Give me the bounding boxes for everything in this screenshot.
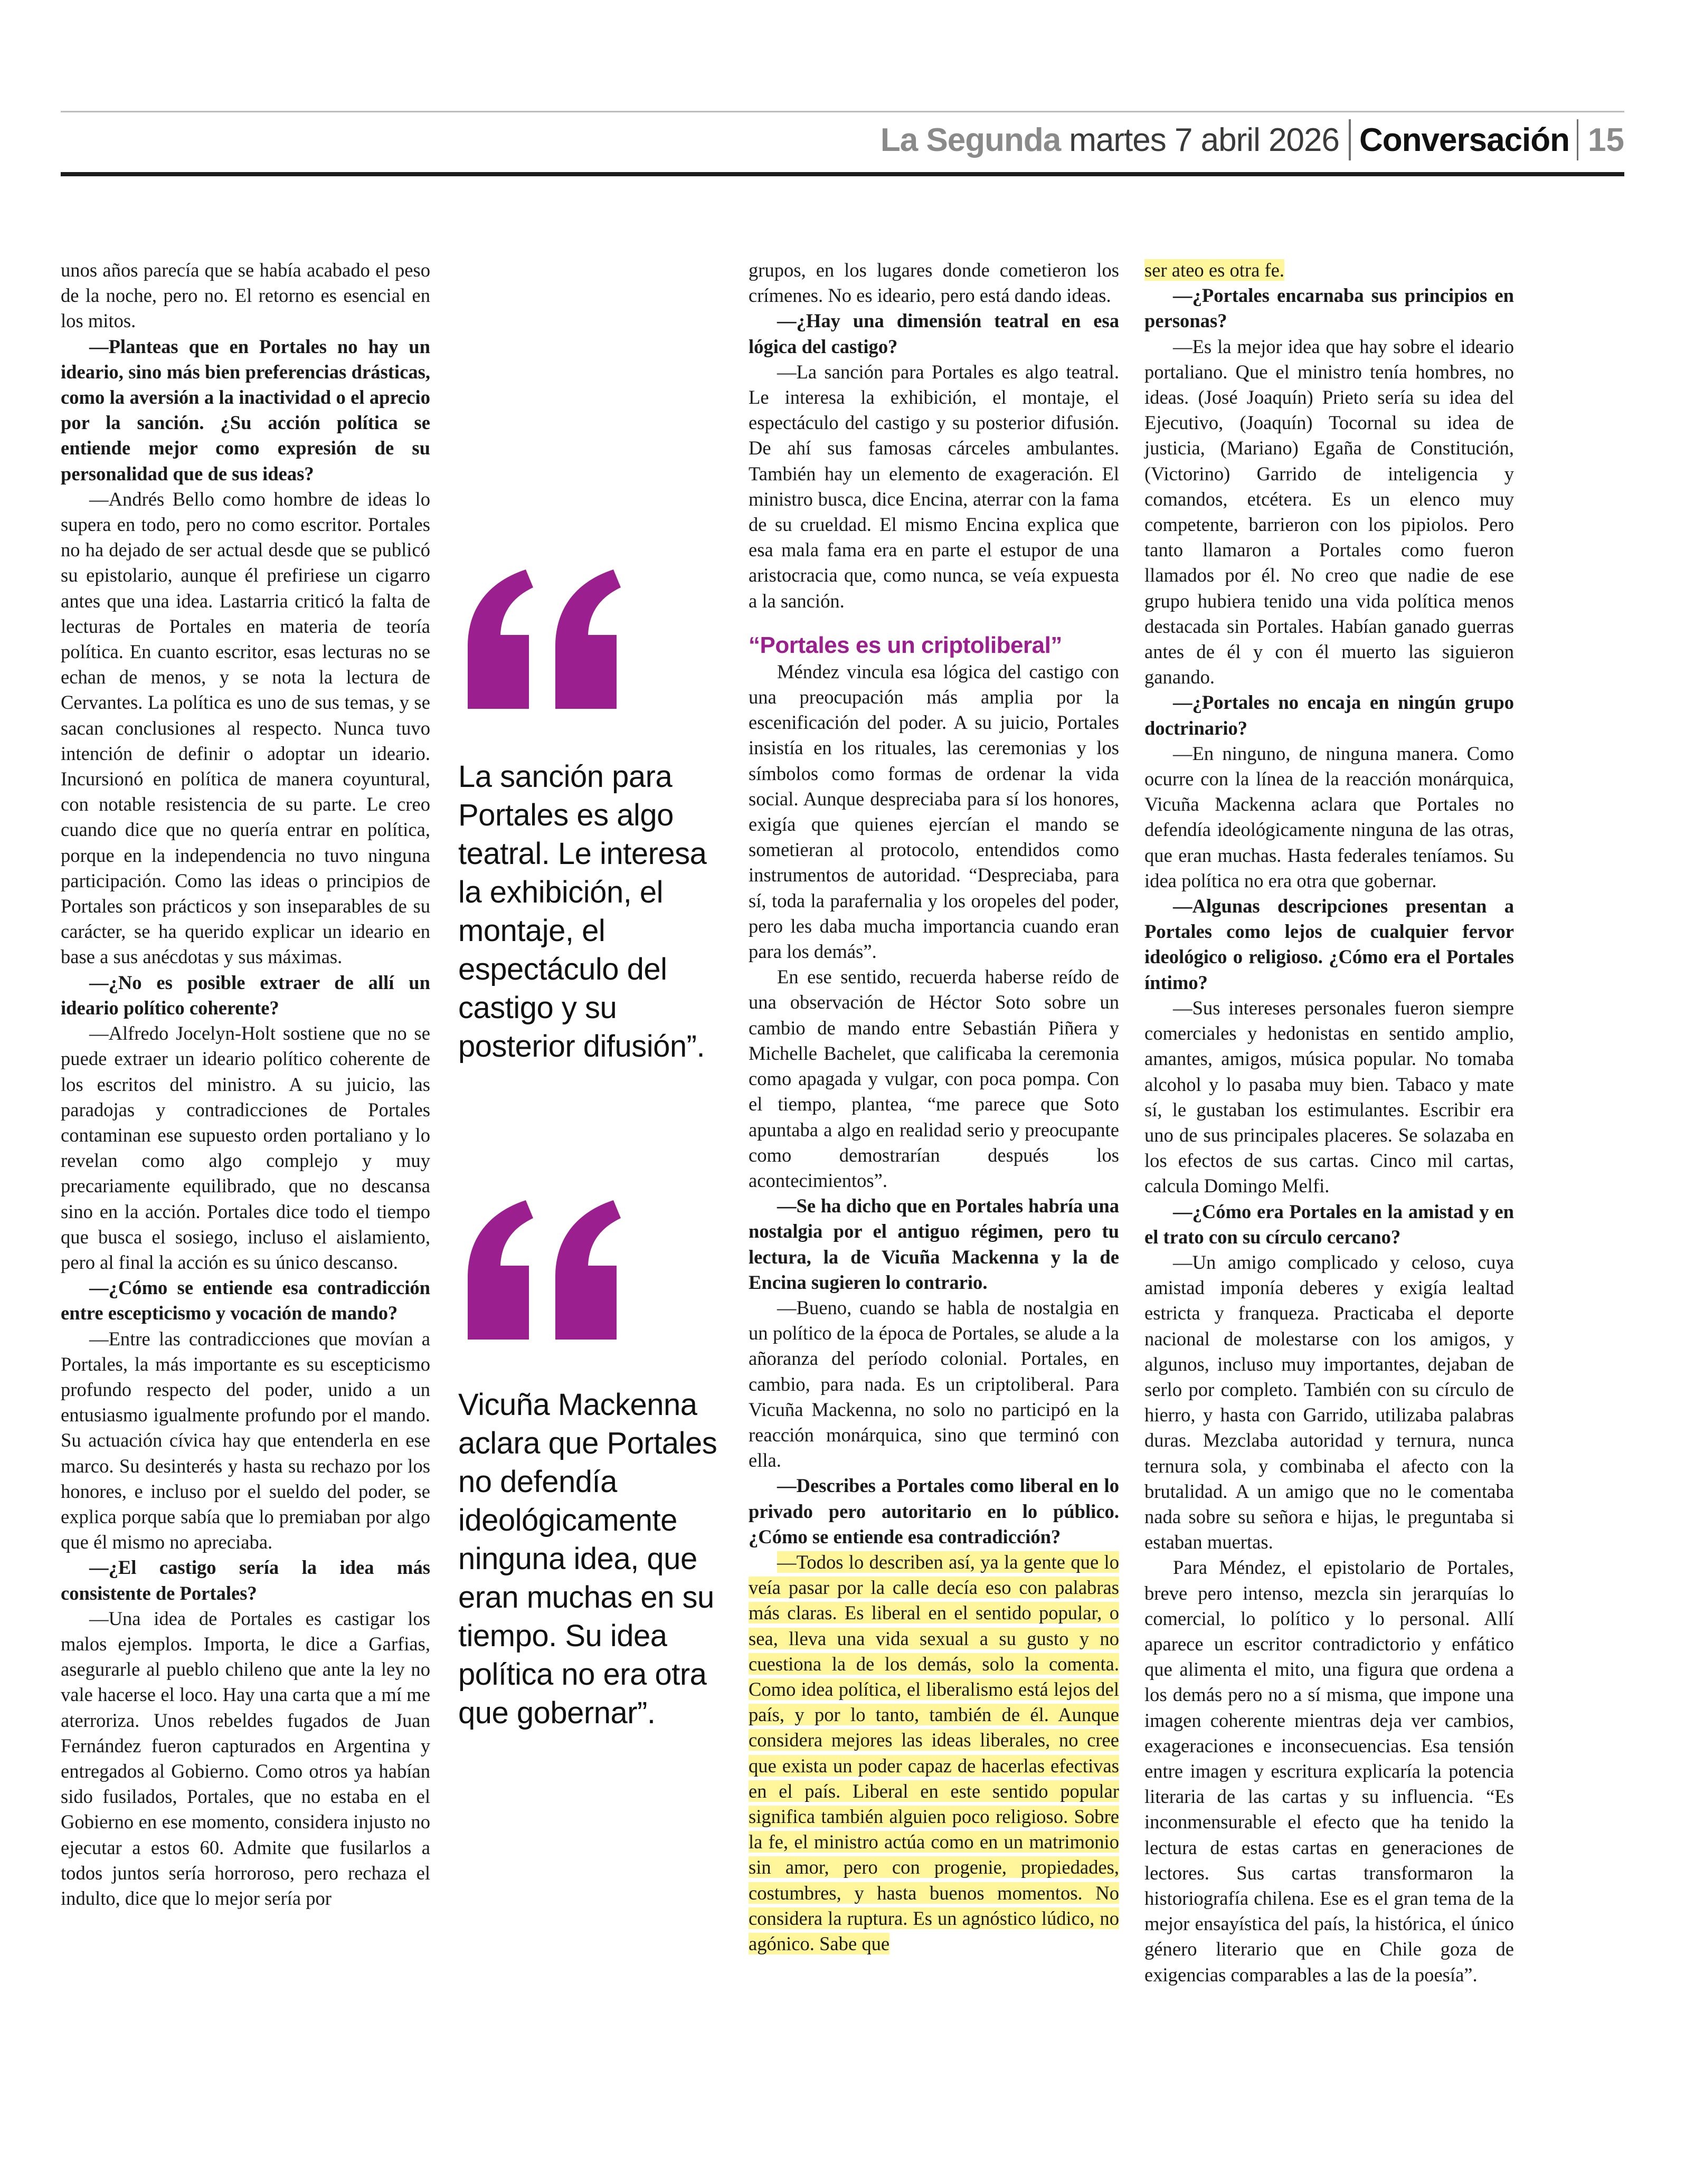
interview-answer: —Alfredo Jocelyn-Holt sostiene que no se puede extraer un ideario político coherente de los escritos del ministro. A su juicio, las paradojas y contradicciones de Portales contaminan ese supuesto orden portaliano y lo revelan como algo complejo y muy precariamente equilibrado, que no descansa sino en la acción. Portales dice todo el tiempo que busca el sosiego, incluso el aislamiento, pero al final la acción es su único descanso. xyxy=(61,1022,430,1273)
interview-answer: —Bueno, cuando se habla de nostalgia en un político de la época de Portales, se alude a la añoranza del período colonial. Portales, en cambio, para nada. Es un criptoliberal. Para Vicuña Mackenna, no solo no participó en la reacción monárquica, sino que terminó con ella. xyxy=(749,1296,1119,1471)
interview-question: —Describes a Portales como liberal en lo privado pero autoritario en lo público. ¿Cómo se entiende esa contradicción? xyxy=(749,1475,1119,1547)
interview-answer-highlighted xyxy=(749,1550,1119,1957)
pull-quote: La sanción para Portales es algo teatral. Le interesa la exhibición, el montaje, el espectáculo del castigo y su posterior difusión”. xyxy=(458,759,707,1063)
interview-question: —¿Hay una dimensión teatral en esa lógica del castigo? xyxy=(749,310,1119,357)
masthead-divider xyxy=(1577,119,1578,160)
page-number: 15 xyxy=(1588,121,1624,158)
subheading: “Portales es un criptoliberal” xyxy=(749,632,1062,658)
article-column-4 xyxy=(1144,258,1514,1988)
issue-date: martes 7 abril 2026 xyxy=(1069,121,1339,158)
interview-question: —¿Cómo se entiende esa contradicción entre escepticismo y vocación de mando? xyxy=(61,1277,430,1324)
interview-question: —Planteas que en Portales no hay un ideario, sino más bien preferencias drásticas, como la aversión a la inactividad o el aprecio por la sanción. ¿Su acción política se entiende mejor como expresión de su personalidad que de sus ideas? xyxy=(61,335,430,485)
interview-question: —¿Cómo era Portales en la amistad y en el trato con su círculo cercano? xyxy=(1144,1200,1514,1248)
interview-question: —¿El castigo sería la idea más consistente de Portales? xyxy=(61,1556,430,1604)
interview-question: —Algunas descripciones presentan a Portales como lejos de cualquier fervor ideológico o religioso. ¿Cómo era el Portales íntimo? xyxy=(1144,895,1514,993)
interview-answer: —Una idea de Portales es castigar los malos ejemplos. Importa, le dice a Garfias, asegurarle al pueblo chileno que ante la ley no vale hacerse el loco. Hay una carta que a mí me aterroriza. Unos rebeldes fugados de Juan Fernández fueron capturados en Argentina y entregados al Gobierno. Como otros ya habían sido fusilados, Portales, que no estaba en el Gobierno en ese momento, considera injusto no ejecutar a estos 60. Admite que fusilarlos a todos juntos sería horroroso, pero rechaza el indulto, dice que lo mejor sería por xyxy=(61,1607,430,1909)
article-column-3 xyxy=(749,258,1119,1957)
interview-question: —¿Portales no encaja en ningún grupo doctrinario? xyxy=(1144,691,1514,739)
pull-quote: Vicuña Mackenna aclara que Portales no defendía ideológicamente ninguna idea, que eran muchas en su tiempo. Su idea política no era otra que gobernar”. xyxy=(458,1388,717,1730)
interview-question: —Se ha dicho que en Portales habría una nostalgia por el antiguo régimen, pero tu lectura, la de Vicuña Mackenna y la de Encina sugieren lo contrario. xyxy=(749,1195,1119,1293)
paragraph: grupos, en los lugares donde cometieron los crímenes. No es ideario, pero está dando ideas. xyxy=(749,259,1119,307)
top-divider xyxy=(61,111,1624,112)
interview-answer: —La sanción para Portales es algo teatral. Le interesa la exhibición, el montaje, el espectáculo del castigo y su posterior difusión. De ahí sus famosas cárceles ambulantes. También hay un elemento de exageración. El ministro busca, dice Encina, aterrar con la fama de su crueldad. El mismo Encina explica que esa mala fama era en parte el estupor de una aristocracia que, como nunca, se veía expuesta a la sanción. xyxy=(749,360,1119,612)
paragraph: unos años parecía que se había acabado el peso de la noche, pero no. El retorno es esencial en los mitos. xyxy=(61,259,430,332)
paragraph: Para Méndez, el epistolario de Portales, breve pero intenso, mezcla sin jerarquías lo comercial, lo político y lo personal. Allí aparece un escritor contradictorio y enfático que alimenta el mito, una figura que ordena a los demás pero no a sí misma, que impone una imagen coherente mientras deja ver cambios, exageraciones e inconsecuencias. Esa tensión entre imagen y escritura explicaría la potencia literaria de las cartas y su influencia. “Es inconmensurable el efecto que ha tenido la lectura de estas cartas en generaciones de lectores. Sus cartas transformaron la historiografía chilena. Ese es el gran tema de la mejor ensayística del país, la histórica, el único género literario que en Chile goza de exigencias comparables a las de la poesía”. xyxy=(1144,1556,1514,1986)
interview-question: —¿No es posible extraer de allí un ideario político coherente? xyxy=(61,971,430,1019)
interview-answer: —Es la mejor idea que hay sobre el ideario portaliano. Que el ministro tenía hombres, no ideas. (José Joaquín) Prieto sería su idea del Ejecutivo, (Joaquín) Tocornal su idea de justicia, (Mariano) Egaña de Constitución, (Victorino) Garrido de inteligencia y comandos, etcétera. Es un elenco muy competente, barrieron con los pipiolos. Pero tanto llamaron a Portales como fueron llamados por él. No creo que nadie de ese grupo hubiera tenido una vida política menos destacada sin Portales. Habían ganado guerras antes de él y con él muerto las siguieron ganando. xyxy=(1144,335,1514,688)
header-rule xyxy=(61,172,1624,176)
opening-quote-icon xyxy=(458,567,627,715)
interview-answer: —Un amigo complicado y celoso, cuya amistad imponía deberes y exigía lealtad estricta y franqueza. Practicaba el deporte nacional de molestarse con los amigos, y algunos, incluso muy importantes, dejaban de serlo por completo. También con su círculo de hierro, y hasta con Garrido, utilizaba palabras duras. Mezclaba autoridad y ternura, nunca ternura sola, y combinaba el afecto con la brutalidad. A un amigo que no le comentaba nada sobre su señora e hijas, le preguntaba si estaban muertas. xyxy=(1144,1251,1514,1553)
paragraph: En ese sentido, recuerda haberse reído de una observación de Héctor Soto sobre un cambio de mando entre Sebastián Piñera y Michelle Bachelet, que calificaba la ceremonia como apagada y vulgar, con poca pompa. Con el tiempo, plantea, “me parece que Soto apuntaba a algo en realidad serio y preocupante como demostrarían después los acontecimientos”. xyxy=(749,966,1119,1191)
section-name: Conversación xyxy=(1359,121,1570,158)
interview-answer: —En ninguno, de ninguna manera. Como ocurre con la línea de la reacción monárquica, Vicuña Mackenna aclara que Portales no defendía ideológicamente ninguna de las otras, que eran muchas. Hasta federales teníamos. Su idea política no era otra que gobernar. xyxy=(1144,742,1514,891)
publication-name: La Segunda xyxy=(880,121,1061,158)
masthead xyxy=(823,117,1624,163)
article-column-1 xyxy=(61,258,430,1911)
highlighted-text: —Todos lo describen así, ya la gente que lo veía pasar por la calle decía eso con palabras más claras. Es liberal en el sentido popular, o sea, lleva una vida sexual a su gusto y no cuestiona la de los demás, solo la comenta. Como idea política, el liberalismo está lejos del país, y por lo tanto, también de él. Aunque considera mejores las ideas liberales, no cree que exista un poder capaz de hacerlas efectivas en el país. Liberal en este sentido popular significa también alguien poco religioso. Sobre la fe, el ministro actúa como en un matrimonio sin amor, pero con progenie, propiedades, costumbres, y hasta buenos momentos. No considera la ruptura. Es un agnóstico lúdico, no agónico. Sabe que xyxy=(749,1551,1119,1954)
interview-answer: —Entre las contradicciones que movían a Portales, la más importante es su escepticismo profundo respecto del poder, unido a un entusiasmo igualmente profundo por el mando. Su actuación cívica hay que entenderla en ese marco. Su desinterés y hasta su rechazo por los honores, e incluso por el sueldo del poder, se explica porque sabía que lo premiaban por algo que él mismo no apreciaba. xyxy=(61,1327,430,1553)
interview-question: —¿Portales encarnaba sus principios en personas? xyxy=(1144,284,1514,332)
opening-quote-icon xyxy=(458,1198,627,1346)
paragraph-highlighted xyxy=(1144,258,1514,283)
paragraph: Méndez vincula esa lógica del castigo con una preocupación más amplia por la escenificación del poder. A su juicio, Portales insistía en los rituales, las ceremonias y los símbolos como formas de ordenar la vida social. Aunque despreciaba para sí los honores, exigía que quienes ejercían el mando se sometieran al protocolo, entendidos como instrumentos de autoridad. “Despreciaba, para sí, toda la parafernalia y los oropeles del poder, pero les daba mucha importancia cuando eran para los demás”. xyxy=(749,660,1119,963)
masthead-divider xyxy=(1349,119,1351,160)
interview-answer: —Andrés Bello como hombre de ideas lo supera en todo, pero no como escritor. Portales no ha dejado de ser actual desde que se publicó su epistolario, aunque él prefiriese un cigarro antes que una idea. Lastarria criticó la falta de lecturas de Portales en materia de teoría política. En cuanto escritor, esas lecturas no se echan de menos, y se nota la lectura de Cervantes. La política es uno de sus temas, y se sacan conclusiones al respecto. Nunca tuvo intención de definir o adoptar un ideario. Incursionó en política de manera coyuntural, con notable resistencia de su parte. Le creo cuando dice que no quería entrar en política, porque en la independencia no tuvo ninguna participación. Como las ideas o principios de Portales son prácticos y son inseparables de su carácter, se ha querido explicar un ideario en base a sus anécdotas y sus máximas. xyxy=(61,488,430,968)
interview-answer: —Sus intereses personales fueron siempre comerciales y hedonistas en sentido amplio, amantes, amigos, música popular. No tomaba alcohol y lo pasaba muy bien. Tabaco y mate sí, le gustaban los estimulantes. Escribir era uno de sus principales placeres. Se solazaba en los efectos de sus cartas. Cinco mil cartas, calcula Domingo Melfi. xyxy=(1144,996,1514,1197)
highlighted-text: ser ateo es otra fe. xyxy=(1144,259,1285,281)
